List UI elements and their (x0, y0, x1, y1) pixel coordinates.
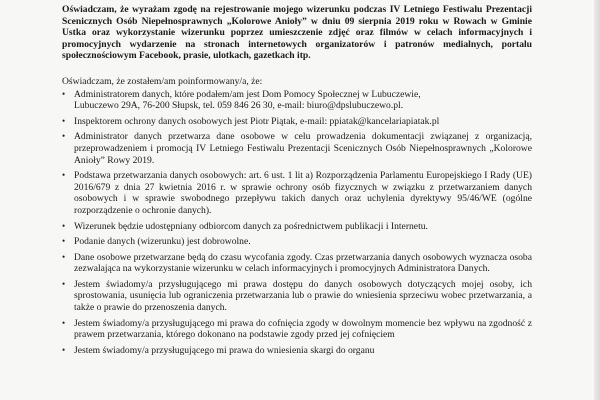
list-item (62, 131, 532, 166)
bullet-icon: • (62, 251, 66, 262)
list-item-text: Administrator danych przetwarza dane osobowe w celu prowadzenia dokumentacji związanej z organizacją, przeprowadzeniem i promocją IV Letniego Festiwalu Prezentacji Scenicznych Osób Niepełnosprawnych „Kolorowe Anioły” Rowy 2019. (74, 131, 532, 166)
list-item-text: Dane osobowe przetwarzane będą do czasu wycofania zgody. Czas przetwarzania danych osobowych wyznacza osoba zezwalająca na wykorzystanie wizerunku w celach informacyjnych i promocyjnych Administratora Danych. (74, 251, 532, 275)
list-item (62, 221, 532, 233)
list-item-text: Jestem świadomy/a przysługującego mi prawa do wniesienia skargi do organu (74, 344, 375, 356)
list-item (62, 116, 532, 128)
bullet-icon: • (62, 317, 66, 328)
information-intro: Oświadczam, że zostałem/am poinformowany/a, że: (62, 75, 263, 87)
list-item (62, 170, 532, 216)
bullet-icon: • (62, 115, 66, 126)
list-item (62, 279, 532, 314)
list-item-text: Jestem świadomy/a przysługującego mi prawa do cofnięcia zgody w dowolnym momencie bez wpływu na zgodność z prawem przetwarzania, którego dokonano na podstawie zgody przed jej cofnięciem (74, 317, 532, 341)
bullet-icon: • (62, 170, 66, 181)
scan-edge-shadow (594, 0, 600, 400)
bullet-icon: • (62, 88, 66, 99)
bullet-icon: • (62, 220, 66, 231)
information-list (62, 89, 532, 357)
list-item-text: Administratorem danych, które podałem/am jest Dom Pomocy Społecznej w Lubuczewie, (74, 88, 421, 100)
list-item (62, 345, 532, 357)
consent-statement: Oświadczam, że wyrażam zgodę na rejestrowanie mojego wizerunku podczas IV Letniego Festiwalu Prezentacji Scenicznych Osób Niepełnosprawnych „Kolorowe Anioły” w dniu 09 sierpnia 2019 roku w Rowach w Gminie Ustka oraz wykorzystanie wizerunku poprzez umieszczenie zdjęć oraz filmów w celach informacyjnych i promocyjnych wydarzenie na stronach internetowych organizatorów i patronów medialnych, portalu społecznościowym Facebook, prasie, ulotkach, gazetkach itp. (62, 4, 532, 62)
bullet-icon: • (62, 344, 66, 355)
list-item (62, 89, 532, 112)
list-item-text: Wizerunek będzie udostępniany odbiorcom danych za pośrednictwem publikacji i Internetu. (74, 220, 428, 232)
list-item (62, 318, 532, 341)
list-item-text: Podanie danych (wizerunku) jest dobrowolne. (74, 236, 251, 248)
list-item (62, 252, 532, 275)
bullet-icon: • (62, 278, 66, 289)
list-item-text: Lubuczewo 29A, 76-200 Słupsk, tel. 059 846 26 30, e-mail: biuro@dpslubuczewo.pl. (74, 100, 404, 112)
document-body (62, 4, 532, 360)
bullet-icon: • (62, 131, 66, 142)
list-item-text: Podstawa przetwarzania danych osobowych: art. 6 ust. 1 lit a) Rozporządzenia Parlamentu Europejskiego I Rady (UE) 2016/679 z dnia 27 kwietnia 2016 r. w sprawie ochrony osób fizycznych w związku z przetwarzaniem danych osobowych i w sprawie swobodnego przepływu takich danych oraz uchylenia dyrektywy 95/46/WE (ogólne rozporządzenie o ochronie danych). (74, 170, 532, 216)
list-item-text: Jestem świadomy/a przysługującego mi prawa dostępu do danych osobowych dotyczących mojej osoby, ich sprostowania, usunięcia lub ograniczenia przetwarzania lub o prawie do wniesienia sprzeciwu wobec przetwarzania, a także o prawie do przenoszenia danych. (74, 278, 532, 314)
list-item (62, 236, 532, 248)
bullet-icon: • (62, 236, 66, 247)
list-item-text: Inspektorem ochrony danych osobowych jest Piotr Piątak, e-mail: ppiatak@kancelariapiatak.pl (74, 115, 440, 127)
